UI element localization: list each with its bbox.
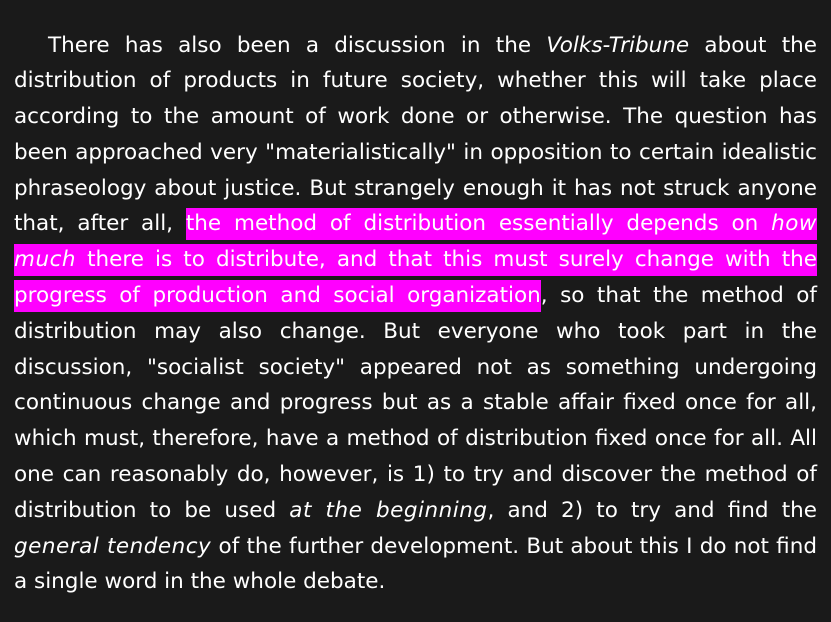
emphasis-text: how much	[14, 211, 817, 273]
emphasis-text: at the beginning	[289, 497, 488, 523]
text-segment: There has also been a discussion in the	[48, 32, 547, 58]
text-segment: the method of distribution essentially depends on	[186, 208, 771, 240]
text-segment	[546, 33, 689, 58]
text-segment: about the distribution of products in future society, whether this will take place according to the amount of work done or otherwise. The question has been approached very "materialistically" in opposition to certain idealistic phraseology about justice. But strangely enough it has not struck anyone that, after all,	[14, 32, 817, 237]
text-segment: of the further development. But about this I do not find a single word in the whole debate.	[14, 533, 817, 595]
text-segment	[289, 498, 487, 523]
text-segment: there is to distribute, and that this must surely change with the progress of production and social organization	[14, 244, 817, 312]
body-paragraph	[14, 28, 817, 601]
text-segment: , so that the method of distribution may also change. But everyone who took part in the discussion, "socialist society" appeared not as something undergoing continuous change and progress but as a stable affair fixed once for all, which must, therefore, have a method of distribution fixed once for all. All one can reasonably do, however, is 1) to try and discover the method of distribution to be used	[14, 283, 817, 523]
emphasis-text: general tendency	[14, 533, 212, 559]
emphasis-text: Volks-Tribune	[546, 32, 690, 58]
text-segment	[14, 534, 211, 559]
text-segment: , and 2) to try and find the	[487, 497, 817, 523]
